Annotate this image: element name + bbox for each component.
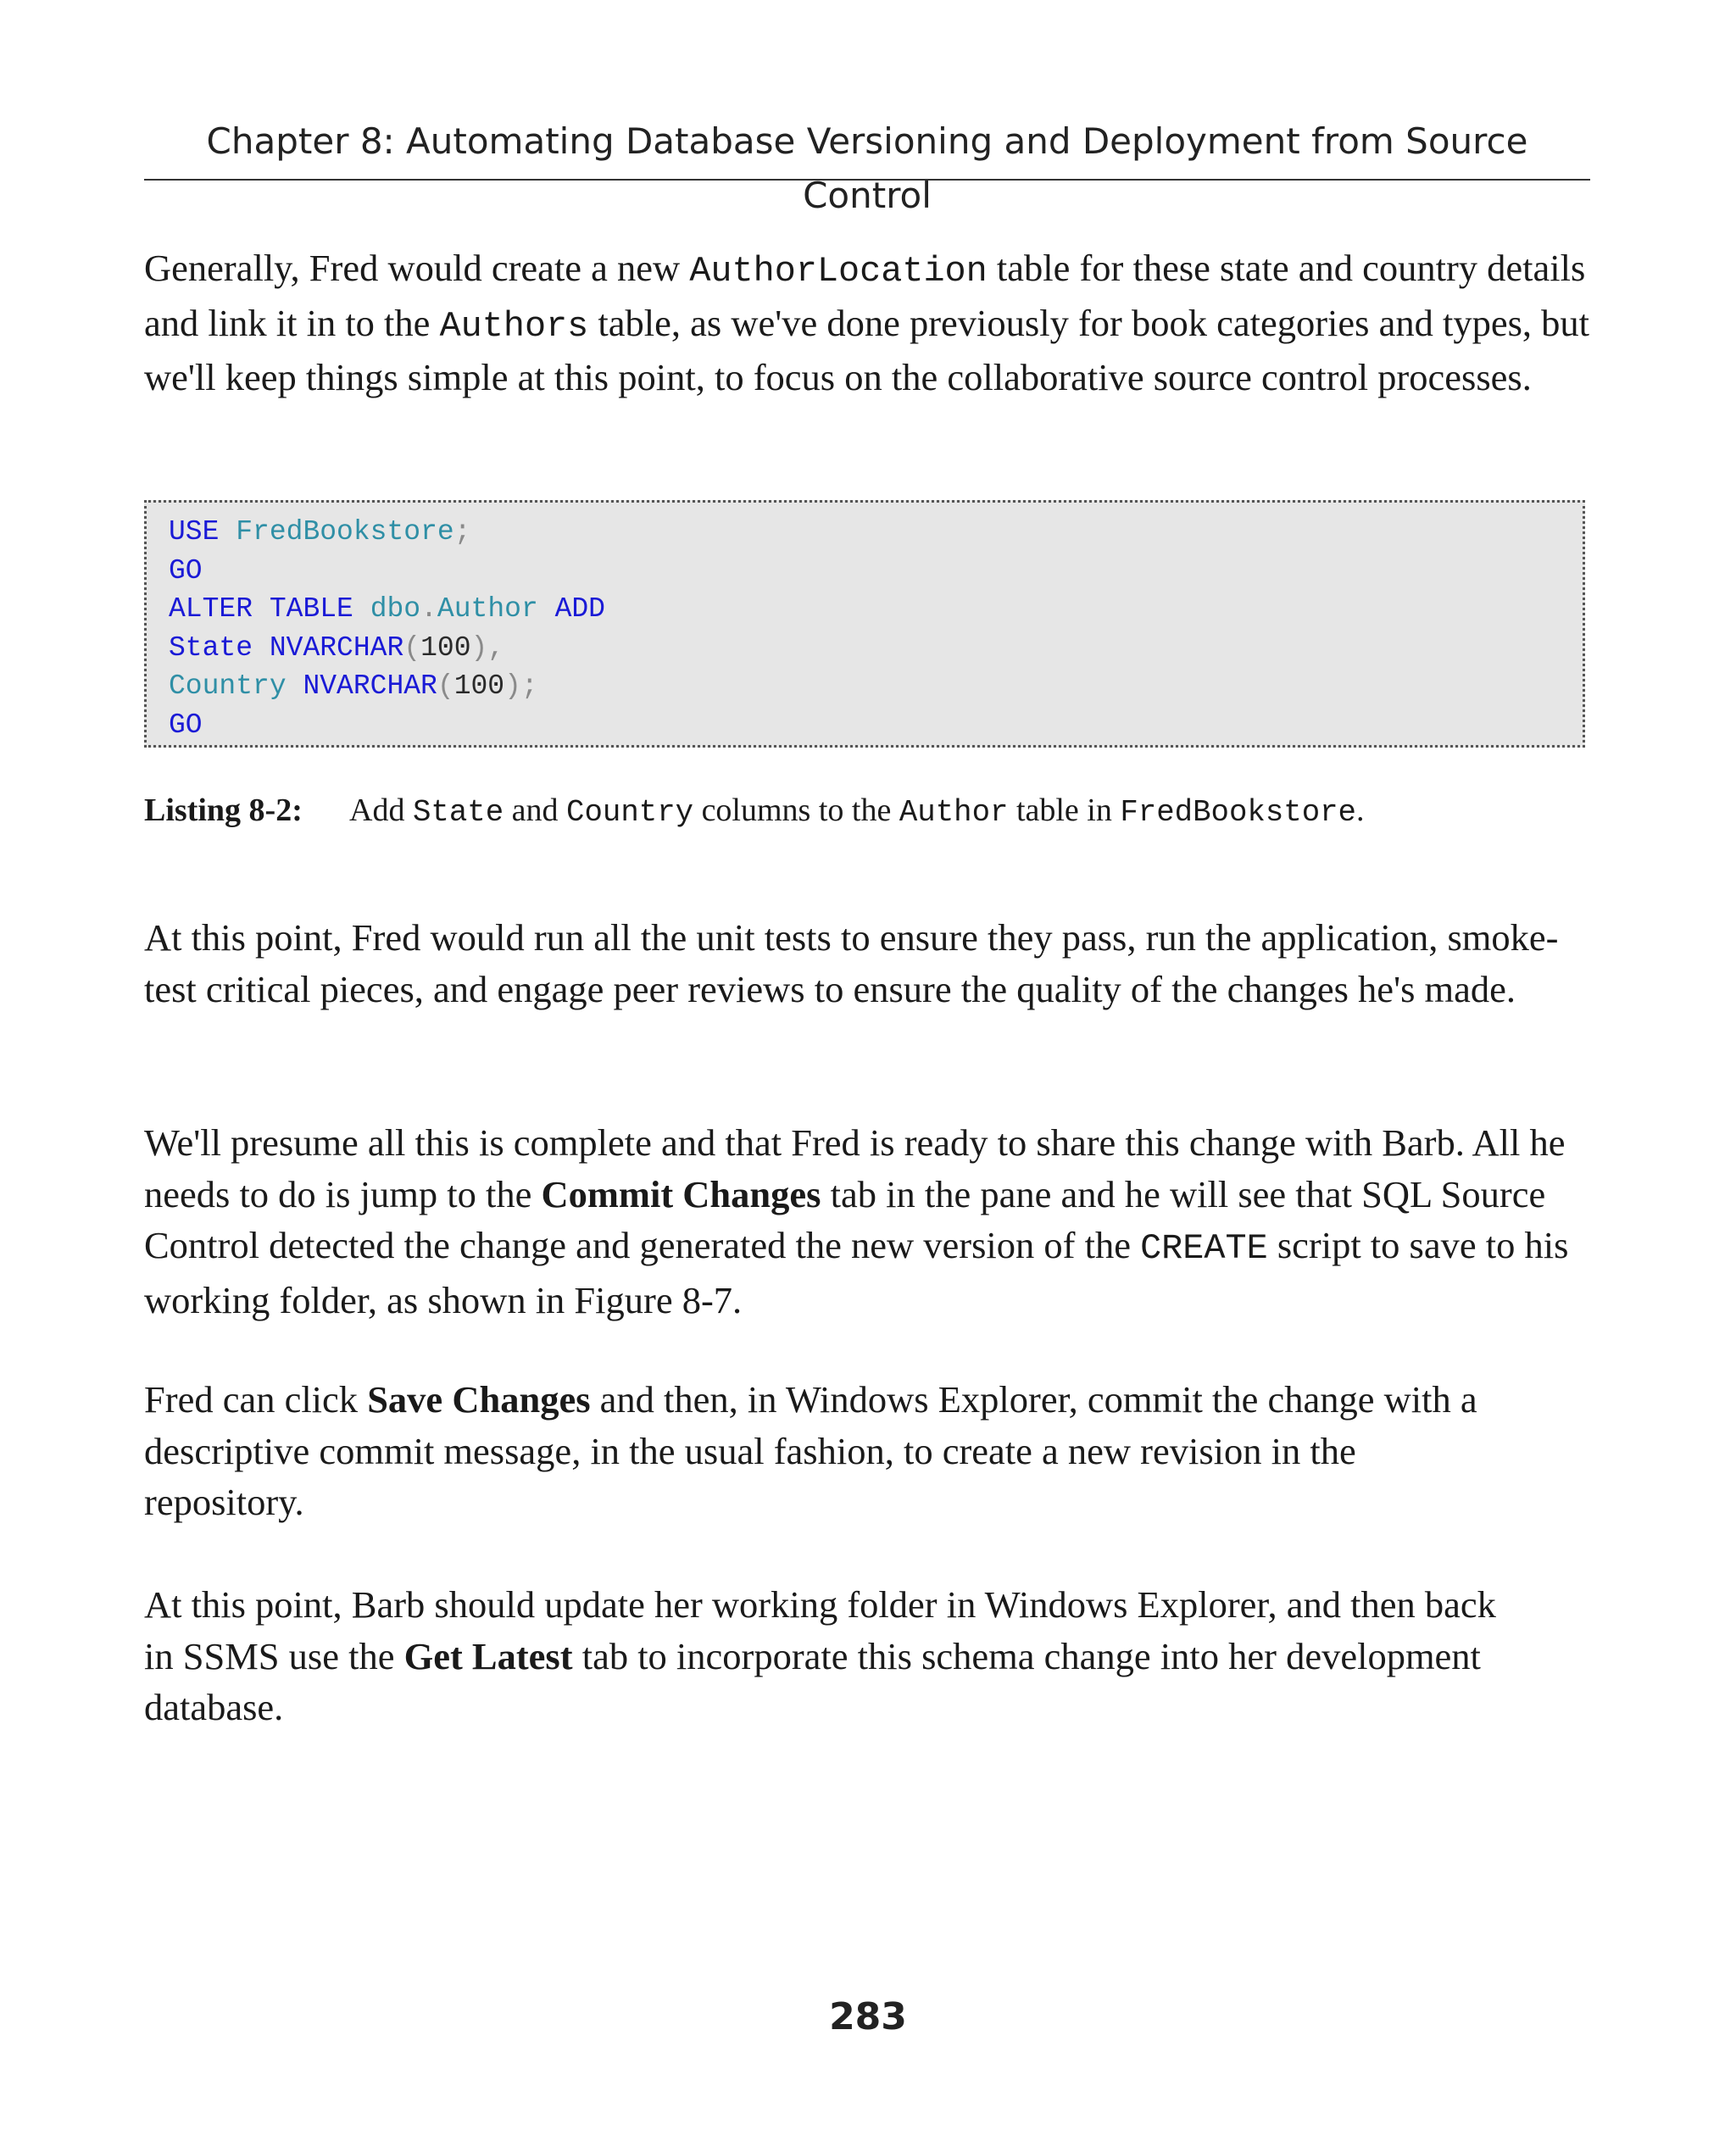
code-punctuation: ( [403, 631, 421, 664]
inline-code-state: State [412, 795, 504, 830]
code-line-1 [169, 513, 1583, 552]
code-keyword: GO [169, 709, 203, 741]
text-run: Add [349, 792, 413, 828]
code-keyword: State [169, 631, 253, 664]
code-punctuation: ); [504, 670, 538, 702]
text-run: Generally, Fred would create a new [144, 247, 690, 289]
code-keyword: ALTER [169, 593, 253, 625]
code-punctuation: . [420, 593, 437, 625]
code-identifier: Author [437, 593, 538, 625]
bold-save-changes: Save Changes [367, 1378, 591, 1421]
caption-label: Listing 8-2: [144, 792, 303, 828]
code-number: 100 [453, 670, 505, 702]
paragraph-get-latest [144, 1579, 1500, 1733]
code-punctuation: ; [453, 516, 471, 548]
text-run: script to save to his working folder, as shown in Figure 8-7. [144, 1224, 1569, 1321]
inline-code-fredbookstore: FredBookstore [1120, 795, 1356, 830]
text-run: At this point, Barb should update her working folder in Windows Explorer, and then back in SSMS use the [144, 1583, 1496, 1677]
inline-code-author: Author [899, 795, 1009, 830]
text-run: and [504, 792, 567, 828]
text-run: Fred can click [144, 1378, 368, 1421]
bold-commit-changes: Commit Changes [541, 1172, 821, 1215]
paragraph-commit-changes [144, 1117, 1590, 1326]
inline-code-authorlocation: AuthorLocation [689, 251, 988, 292]
code-punctuation: ), [470, 631, 505, 664]
code-keyword: USE [169, 516, 220, 548]
paragraph-save-changes [144, 1374, 1500, 1528]
code-keyword: GO [169, 554, 203, 587]
code-line-5 [169, 667, 1583, 706]
code-number: 100 [420, 631, 471, 664]
code-line-3 [169, 590, 1583, 629]
code-keyword: TABLE [269, 593, 353, 625]
text-run: and then, in Windows Explorer, commit the change with a descriptive commit message, in the usual fashion, to create a new revision in the repository. [144, 1378, 1477, 1523]
paragraph-unit-tests: At this point, Fred would run all the unit tests to ensure they pass, run the application, smoke-test critical pieces, and engage peer reviews to ensure the quality of the changes he's made. [144, 916, 1559, 1010]
code-keyword: NVARCHAR [269, 631, 404, 664]
text-run: table, as we've done previously for book categories and types, but we'll keep things simple at this point, to focus on the collaborative source control processes. [144, 301, 1590, 398]
bold-get-latest: Get Latest [403, 1634, 573, 1677]
chapter-header: Chapter 8: Automating Database Versioning and Deployment from Source Control [144, 114, 1590, 181]
text-run: We'll presume all this is complete and that Fred is ready to share this change with Barb. All he needs to do is jump to the [144, 1121, 1566, 1215]
code-keyword: NVARCHAR [303, 670, 437, 702]
text-run: tab in the pane and he will see that SQL Source Control detected the change and generated the new version of the [144, 1172, 1546, 1266]
code-listing [144, 500, 1585, 748]
code-line-4 [169, 629, 1583, 668]
text-run: columns to the [693, 792, 899, 828]
code-identifier: dbo [370, 593, 421, 625]
paragraph-authorlocation [144, 242, 1590, 403]
listing-caption [144, 788, 1590, 835]
code-punctuation: ( [437, 670, 454, 702]
code-line-2 [169, 552, 1583, 591]
inline-code-country: Country [566, 795, 694, 830]
text-run: table in [1008, 792, 1121, 828]
code-keyword: ADD [554, 593, 605, 625]
inline-code-authors: Authors [439, 305, 589, 347]
text-run: table for these state and country details and link it in to the [144, 247, 1586, 344]
code-line-6 [169, 706, 1583, 745]
inline-code-create: CREATE [1140, 1228, 1268, 1269]
code-identifier: FredBookstore [236, 516, 454, 548]
text-run: tab to incorporate this schema change into her development database. [144, 1634, 1481, 1728]
page-number: 283 [829, 1995, 907, 2038]
text-run: . [1356, 792, 1365, 828]
code-identifier: Country [169, 670, 287, 702]
